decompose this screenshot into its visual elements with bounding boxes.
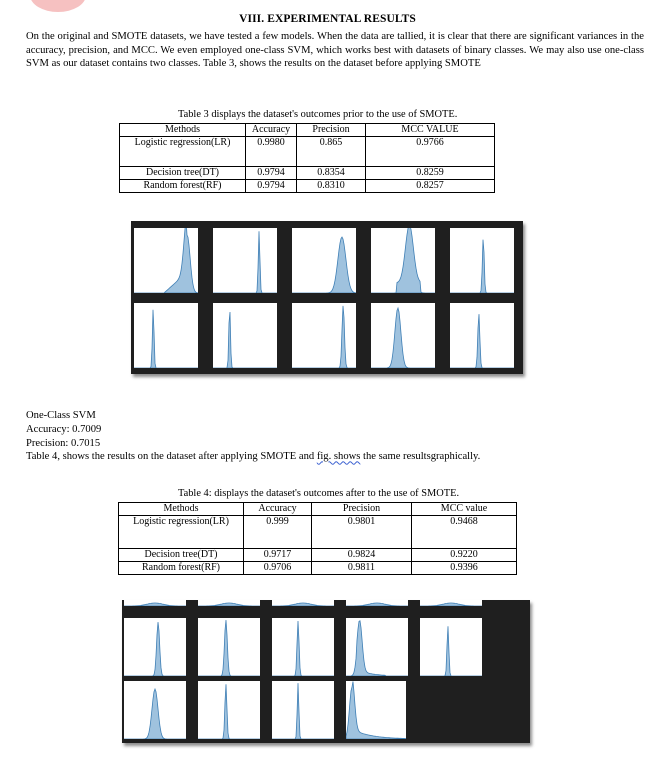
histogram-thumbnail xyxy=(371,228,435,293)
table4 xyxy=(118,502,517,575)
table3-cell: 0.9794 xyxy=(246,180,297,193)
table4-cell: 0.9801 xyxy=(312,516,412,549)
table3-cell: 0.9766 xyxy=(366,137,495,167)
table4-cell: 0.9468 xyxy=(412,516,517,549)
distribution-figure-after-smote xyxy=(122,600,530,743)
table-row xyxy=(119,562,517,575)
histogram-shape xyxy=(292,306,356,368)
table4-intro xyxy=(26,450,480,464)
histogram-shape xyxy=(198,603,260,606)
table4-cell: Logistic regression(LR) xyxy=(119,516,244,549)
histogram-shape xyxy=(346,603,408,606)
histogram-thumbnail xyxy=(420,618,482,676)
histogram-thumbnail xyxy=(346,681,406,739)
table3-cell: Decision tree(DT) xyxy=(120,167,246,180)
histogram-shape xyxy=(371,228,435,293)
table-row xyxy=(120,180,495,193)
distribution-figure-before-smote xyxy=(131,221,523,374)
table4-caption: Table 4: displays the dataset's outcomes after to the use of SMOTE. xyxy=(178,488,460,499)
histogram-thumbnail xyxy=(198,618,260,676)
histogram-thumbnail xyxy=(134,228,198,293)
table3-cell: 0.8259 xyxy=(366,167,495,180)
table3 xyxy=(119,123,495,193)
histogram-shape xyxy=(198,684,260,739)
table4-header-methods: Methods xyxy=(119,503,244,516)
table3-cell: 0.8310 xyxy=(297,180,366,193)
histogram-thumbnail xyxy=(134,303,198,368)
table3-cell: 0.865 xyxy=(297,137,366,167)
table3-cell: 0.9794 xyxy=(246,167,297,180)
histogram-thumbnail xyxy=(292,228,356,293)
histogram-shape xyxy=(272,603,334,606)
histogram-shape xyxy=(134,310,198,368)
histogram-thumbnail xyxy=(346,618,408,676)
histogram-shape xyxy=(124,603,186,606)
svm-results xyxy=(26,409,480,464)
histogram-thumbnail xyxy=(198,600,260,606)
histogram-shape xyxy=(420,603,482,606)
histogram-thumbnail xyxy=(272,600,334,606)
histogram-shape xyxy=(292,237,356,293)
intro-paragraph: On the original and SMOTE datasets, we have tested a few models. When the data are tallied, it is clear that there are significant variances in the accuracy, precision, and MCC. We even employed one-class SVM, which works best with datasets of binary classes. We may also use one-class SVM as our dataset contains two classes. Table 3, shows the results on the dataset before applying SMOTE xyxy=(26,31,644,69)
histogram-thumbnail xyxy=(450,228,514,293)
table3-header-precision: Precision xyxy=(297,124,366,137)
histogram-thumbnail xyxy=(124,600,186,606)
svm-accuracy: Accuracy: 0.7009 xyxy=(26,423,102,435)
histogram-shape xyxy=(450,240,514,293)
table3-caption: Table 3 displays the dataset's outcomes prior to the use of SMOTE. xyxy=(178,109,458,120)
histogram-thumbnail xyxy=(198,681,260,739)
histogram-thumbnail xyxy=(124,681,186,739)
table4-cell: 0.9717 xyxy=(244,549,312,562)
table4-header-accuracy: Accuracy xyxy=(244,503,312,516)
histogram-shape xyxy=(346,682,406,740)
table4-cell: 0.999 xyxy=(244,516,312,549)
histogram-thumbnail xyxy=(420,600,482,606)
histogram-shape xyxy=(346,621,408,676)
histogram-thumbnail xyxy=(213,228,277,293)
table4-intro-text-a: Table 4, shows the results on the dataset after applying SMOTE and xyxy=(26,451,317,463)
histogram-thumbnail xyxy=(450,303,514,368)
table3-cell: Random forest(RF) xyxy=(120,180,246,193)
table4-cell: 0.9824 xyxy=(312,549,412,562)
histogram-shape xyxy=(371,308,435,368)
histogram-shape xyxy=(198,620,260,676)
histogram-thumbnail xyxy=(346,600,408,606)
svm-title: One-Class SVM xyxy=(26,410,96,421)
histogram-shape xyxy=(420,626,482,676)
histogram-shape xyxy=(272,683,334,739)
table3-cell: 0.8354 xyxy=(297,167,366,180)
table-row xyxy=(119,549,517,562)
table4-header-mcc: MCC value xyxy=(412,503,517,516)
histogram-thumbnail xyxy=(272,681,334,739)
table4-cell: Random forest(RF) xyxy=(119,562,244,575)
histogram-shape xyxy=(213,312,277,368)
histogram-thumbnail xyxy=(272,618,334,676)
table4-cell: 0.9220 xyxy=(412,549,517,562)
table-row xyxy=(120,167,495,180)
table3-header-mcc: MCC VALUE xyxy=(366,124,495,137)
histogram-shape xyxy=(124,622,186,676)
table3-header-methods: Methods xyxy=(120,124,246,137)
svm-precision: Precision: 0.7015 xyxy=(26,437,101,449)
histogram-shape xyxy=(272,621,334,676)
histogram-thumbnail xyxy=(371,303,435,368)
table4-intro-text-c: the same resultsgraphically. xyxy=(360,451,481,463)
table4-intro-text-b: fig. shows xyxy=(316,451,361,463)
section-heading: VIII. EXPERIMENTAL RESULTS xyxy=(239,13,416,25)
table3-cell: 0.9980 xyxy=(246,137,297,167)
histogram-thumbnail xyxy=(292,303,356,368)
table3-cell: 0.8257 xyxy=(366,180,495,193)
table-row xyxy=(120,137,495,167)
histogram-thumbnail xyxy=(124,618,186,676)
table3-header-accuracy: Accuracy xyxy=(246,124,297,137)
table-row xyxy=(119,516,517,549)
histogram-shape xyxy=(124,689,186,739)
histogram-shape xyxy=(213,231,277,293)
table4-cell: 0.9706 xyxy=(244,562,312,575)
histogram-shape xyxy=(450,314,514,368)
histogram-thumbnail xyxy=(213,303,277,368)
table4-header-precision: Precision xyxy=(312,503,412,516)
logo-stamp xyxy=(30,0,86,12)
table4-cell: 0.9811 xyxy=(312,562,412,575)
histogram-shape xyxy=(134,228,198,293)
table4-cell: Decision tree(DT) xyxy=(119,549,244,562)
table4-cell: 0.9396 xyxy=(412,562,517,575)
table3-cell: Logistic regression(LR) xyxy=(120,137,246,167)
